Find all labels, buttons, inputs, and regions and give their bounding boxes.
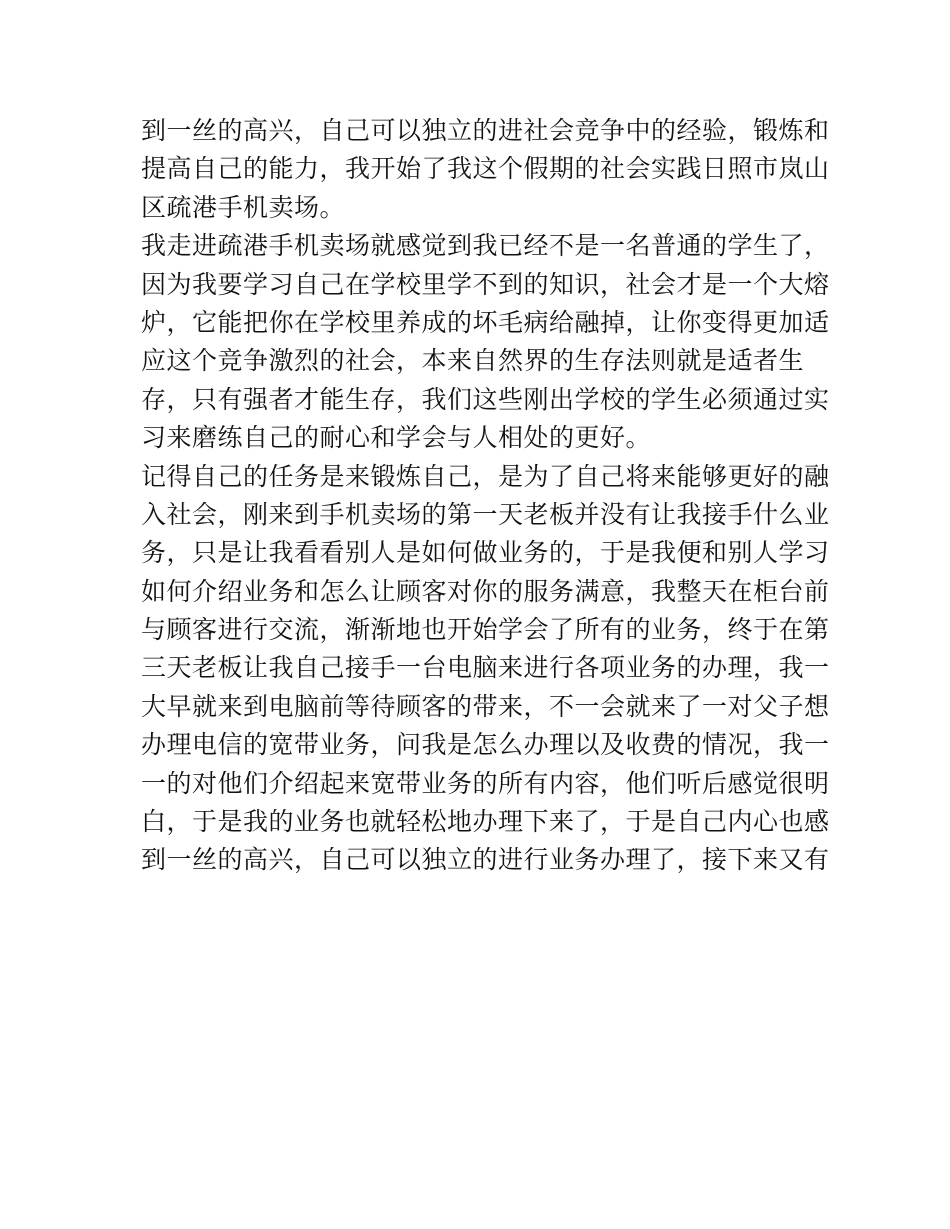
- text-line: 三天老板让我自己接手一台电脑来进行各项业务的办理，我一: [141, 653, 830, 683]
- text-line: 炉，它能把你在学校里养成的坏毛病给融掉，让你变得更加适: [141, 307, 830, 337]
- text-line: 到一丝的高兴，自己可以独立的进行业务办理了，接下来又有: [141, 845, 830, 875]
- text-line: 记得自己的任务是来锻炼自己，是为了自己将来能够更好的融: [141, 461, 830, 491]
- text-line: 办理电信的宽带业务，问我是怎么办理以及收费的情况，我一: [141, 730, 830, 760]
- text-line: 与顾客进行交流，渐渐地也开始学会了所有的业务，终于在第: [141, 615, 830, 645]
- text-line: 提高自己的能力，我开始了我这个假期的社会实践日照市岚山: [141, 154, 830, 184]
- text-line: 应这个竞争激烈的社会，本来自然界的生存法则就是适者生: [141, 346, 805, 376]
- text-line: 我走进疏港手机卖场就感觉到我已经不是一名普通的学生了，: [141, 231, 830, 261]
- body-text: [141, 112, 830, 880]
- text-line: 因为我要学习自己在学校里学不到的知识，社会才是一个大熔: [141, 269, 830, 299]
- text-line: 入社会，刚来到手机卖场的第一天老板并没有让我接手什么业: [141, 499, 830, 529]
- text-line: 务，只是让我看看别人是如何做业务的，于是我便和别人学习: [141, 538, 830, 568]
- text-line: 到一丝的高兴，自己可以独立的进社会竞争中的经验，锻炼和: [141, 116, 830, 145]
- text-line: 区疏港手机卖场。: [141, 192, 346, 222]
- text-line: 存，只有强者才能生存，我们这些刚出学校的学生必须通过实: [141, 384, 830, 414]
- text-line: 如何介绍业务和怎么让顾客对你的服务满意，我整天在柜台前: [141, 576, 830, 606]
- text-line: 一的对他们介绍起来宽带业务的所有内容，他们听后感觉很明: [141, 768, 830, 798]
- text-line: 习来磨练自己的耐心和学会与人相处的更好。: [141, 423, 652, 453]
- text-line: 白，于是我的业务也就轻松地办理下来了，于是自己内心也感: [141, 807, 830, 837]
- text-line: 大早就来到电脑前等待顾客的带来，不一会就来了一对父子想: [141, 691, 830, 721]
